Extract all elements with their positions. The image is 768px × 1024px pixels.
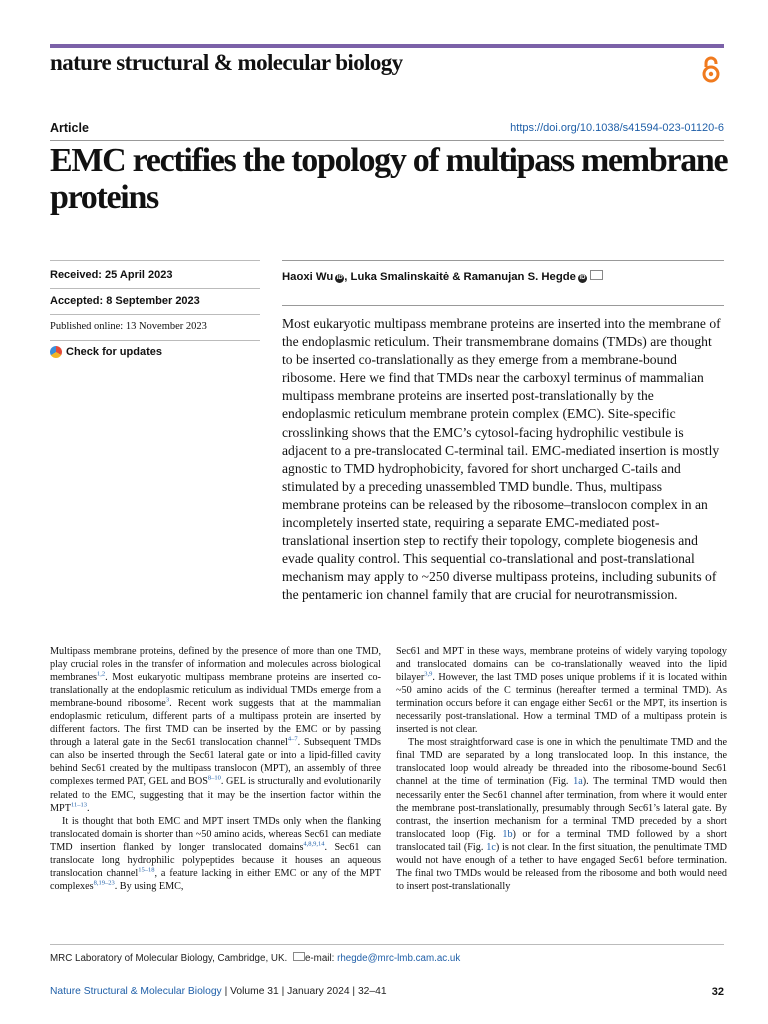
article-type-label: Article (50, 121, 89, 135)
footnote-divider (50, 944, 724, 945)
citation-link[interactable]: 4–7 (287, 735, 298, 743)
doi-link[interactable]: https://doi.org/10.1038/s41594-023-01120-6 (510, 122, 724, 134)
journal-accent-bar (50, 44, 724, 48)
orcid-icon[interactable]: iD (579, 275, 586, 281)
page-number: 32 (711, 986, 724, 998)
body-paragraph: The most straightforward case is one in which the penultimate TMD and the final TMD are separated by a long translocated loop. In this instance, the translocated loop would already be threaded into the ribosome-bound Sec61 channel at the time of termination (Fig. 1a). The terminal TMD would then necessarily enter the Sec61 channel after termination, from where it would enter the membrane post-translationally, presumably through Sec61’s lateral gate. By contrast, the insertion mechanism for a terminal TMD preceded by a short translocated loop (Fig. 1b) or for a terminal TMD followed by a short translocated tail (Fig. 1c) is not clear. In the first situation, the penultimate TMD would not have enough of a tether to have engaged Sec61 before termination. The final two TMDs would be released from the ribosome and both would need to insert post-translationally (396, 737, 727, 892)
citation-link[interactable]: 15–18 (138, 866, 155, 874)
footer-journal-link[interactable]: Nature Structural & Molecular Biology (50, 986, 222, 997)
email-icon (293, 952, 305, 961)
author-list (282, 270, 603, 283)
meta-divider (50, 260, 260, 261)
body-paragraph: Sec61 and MPT in these ways, membrane proteins of widely varying topology and translocated domains can be co-translationally weaved into the lipid bilayer$^{3,9}$. However, the last TMD poses unique problems if it is located within ~50 amino acids of the C terminus (hereafter termed a terminal TMD). As termination occurs before it can engage either Sec61 or the MPT, its insertion is necessarily post-translational. How a terminal TMD of a multipass protein is inserted is not clear. (396, 646, 727, 736)
accepted-date: Accepted: 8 September 2023 (50, 295, 200, 307)
email-label: e-mail: (304, 953, 338, 964)
figure-link[interactable]: 1a (573, 776, 583, 788)
email-icon[interactable] (590, 270, 603, 280)
email-link[interactable]: rhegde@mrc-lmb.cam.ac.uk (337, 953, 461, 964)
article-title: EMC rectifies the topology of multipass membrane proteins (50, 142, 728, 216)
check-updates-icon (50, 346, 62, 358)
page-footer (50, 986, 387, 997)
affiliation-footnote (50, 952, 460, 964)
figure-link[interactable]: 1c (486, 841, 496, 853)
figure-link[interactable]: 1b (502, 828, 513, 840)
journal-name: nature structural & molecular biology (50, 50, 403, 75)
author-name: Haoxi Wu (282, 271, 334, 283)
body-column-left (50, 645, 381, 893)
citation-link[interactable]: 3,9 (424, 670, 433, 678)
abstract-divider (282, 305, 724, 306)
body-column-right (396, 645, 727, 893)
orcid-icon[interactable]: iD (336, 275, 343, 281)
header-divider (50, 140, 724, 141)
body-paragraph: It is thought that both EMC and MPT insert TMDs only when the flanking translocated domain is shorter than ~50 amino acids, whereas Sec61 can mediate TMD insertion flanked by longer translocated domains$^{4,8,9,14}$. Sec61 can translocate long hydrophilic polypeptides because it houses an aqueous translocation channel$^{15-18}$, a feature lacking in either EMC or any of the MPT complexes$^{8,19-23}$. By using EMC, (50, 815, 381, 892)
citation-link[interactable]: 11–13 (70, 801, 87, 809)
citation-link[interactable]: 4,8,9,14 (303, 840, 325, 848)
received-date: Received: 25 April 2023 (50, 269, 173, 281)
meta-divider (50, 314, 260, 315)
meta-divider (50, 340, 260, 341)
published-date: Published online: 13 November 2023 (50, 321, 207, 332)
citation-link[interactable]: 3 (165, 696, 170, 704)
body-paragraph: Multipass membrane proteins, defined by the presence of more than one TMD, play crucial roles in the transfer of information and molecules across biological membranes$^{1,2}$. Most eukaryotic multipass membrane proteins are inserted co-translationally at the endoplasmic reticulum as individual TMDs emerge from a membrane-bound ribosome$^3$. Recent work suggests that at the mammalian endoplasmic reticulum, different parts of a multipass protein are inserted by different factors. The first TMD can be inserted by the EMC or by passing through a lateral gate in the Sec61 translocation channel$^{4-7}$. Subsequent TMDs can also be inserted through the Sec61 lateral gate or into a lipid-filled cavity behind Sec61 created by the multipass translocon (MPT), an assembly of three complexes termed PAT, GEL and BOS$^{8-10}$. GEL is structurally and evolutionarily related to the EMC, suggesting that it may be the insertion factor within the MPT$^{11-13}$. (50, 646, 381, 814)
citation-link[interactable]: 8,19–23 (93, 879, 115, 887)
check-for-updates-button[interactable] (50, 346, 162, 358)
footer-issue: | Volume 31 | January 2024 | 32–41 (221, 986, 387, 997)
citation-link[interactable]: 8–10 (207, 775, 221, 783)
open-access-icon (700, 55, 722, 83)
author-names-rest: , Luka Smalinskaitė & Ramanujan S. Hegde (344, 271, 576, 283)
meta-divider (50, 288, 260, 289)
citation-link[interactable]: 1,2 (96, 670, 106, 678)
affiliation-text: MRC Laboratory of Molecular Biology, Cambridge, UK. (50, 953, 288, 964)
check-updates-label: Check for updates (66, 346, 162, 358)
abstract: Most eukaryotic multipass membrane proteins are inserted into the membrane of the endoplasmic reticulum. Their transmembrane domains (TMDs) are thought to be inserted co-translationally as they emerge from a membrane-bound ribosome. Here we find that TMDs near the carboxyl terminus of mammalian multipass membrane proteins are inserted post-translationally by the endoplasmic reticulum membrane protein complex (EMC). Site-specific crosslinking shows that the EMC’s cytosol-facing hydrophilic vestibule is adjacent to a pre-translocated C-terminal tail. EMC-mediated insertion is mostly agnostic to TMD hydrophobicity, favored for short uncharged C-tails and stimulated by a preceding unassembled TMD bundle. Thus, multipass membrane proteins can be released by the ribosome–translocon complex in an incompletely inserted state, requiring a separate EMC-mediated post-translational insertion step to rectify their topology, complete biogenesis and evade quality control. This sequential co-translational and post-translational mechanism may apply to ~250 diverse multipass proteins, including subunits of the pentameric ion channel family that are crucial for neurotransmission. (282, 316, 721, 603)
authors-divider (282, 260, 724, 261)
